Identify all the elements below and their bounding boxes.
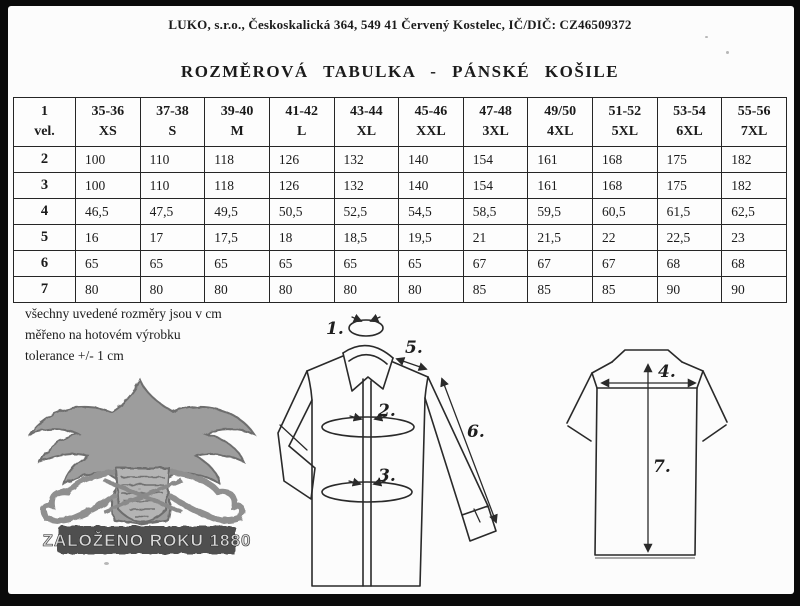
column-header-4xl: 49/50 4XL [528, 98, 593, 147]
row-header: 3 [14, 173, 76, 199]
size-value-cell: 49,5 [205, 199, 270, 225]
company-address-line: LUKO, s.r.o., Českoskalická 364, 549 41 Červený Kostelec, IČ/DIČ: CZ46509372 [168, 17, 632, 32]
size-value-cell: 68 [657, 251, 722, 277]
shirt-body-outline [307, 371, 428, 586]
sleeve-right-outline [425, 377, 496, 541]
measure-label-shoulder: 5. [405, 338, 423, 358]
size-value-cell: 175 [657, 147, 722, 173]
measure-label-neck: 1. [326, 319, 344, 339]
column-header-xxl: 45-46 XXL [399, 98, 464, 147]
scan-speckle [726, 51, 729, 54]
neck-arrow-right [371, 317, 380, 321]
shoulder-line-left [307, 356, 343, 371]
size-value-cell: 80 [334, 277, 399, 303]
column-header-6xl: 53-54 6XL [657, 98, 722, 147]
scan-speckle [705, 36, 708, 38]
size-value-cell: 80 [269, 277, 334, 303]
size-value-cell: 16 [76, 225, 141, 251]
collar-outline [343, 346, 393, 391]
table-row-7 [14, 277, 787, 303]
table-row-4 [14, 199, 787, 225]
back-collar-outline [612, 350, 682, 362]
size-value-cell: 154 [463, 147, 528, 173]
size-value-cell: 23 [722, 225, 787, 251]
size-value-cell: 65 [269, 251, 334, 277]
table-row-2 [14, 147, 787, 173]
size-value-cell: 80 [205, 277, 270, 303]
size-value-cell: 110 [140, 173, 205, 199]
size-value-cell: 60,5 [593, 199, 658, 225]
size-value-cell: 182 [722, 173, 787, 199]
size-value-cell: 58,5 [463, 199, 528, 225]
size-value-cell: 67 [463, 251, 528, 277]
size-value-cell: 182 [722, 147, 787, 173]
row-header: 7 [14, 277, 76, 303]
size-value-cell: 21,5 [528, 225, 593, 251]
size-value-cell: 22,5 [657, 225, 722, 251]
size-value-cell: 67 [528, 251, 593, 277]
size-value-cell: 161 [528, 147, 593, 173]
size-value-cell: 52,5 [334, 199, 399, 225]
size-value-cell: 65 [205, 251, 270, 277]
row-header: 4 [14, 199, 76, 225]
scan-speckle [104, 562, 109, 565]
measure-label-chest: 2. [378, 401, 396, 421]
row-header: 2 [14, 147, 76, 173]
note-line: všechny uvedené rozměry jsou v cm [25, 306, 222, 321]
column-header-xl: 43-44 XL [334, 98, 399, 147]
size-value-cell: 67 [593, 251, 658, 277]
size-value-cell: 168 [593, 173, 658, 199]
size-value-cell: 21 [463, 225, 528, 251]
scan-speckle [138, 488, 141, 490]
eagle-emblem-logo [20, 372, 265, 584]
measure-label-back-width: 4. [658, 362, 676, 382]
size-value-cell: 65 [334, 251, 399, 277]
shirt-front-diagram [270, 300, 532, 592]
size-value-cell: 59,5 [528, 199, 593, 225]
back-body-outline [595, 388, 697, 555]
notes-block [25, 303, 222, 366]
size-value-cell: 175 [657, 173, 722, 199]
size-value-cell: 68 [722, 251, 787, 277]
size-value-cell: 126 [269, 173, 334, 199]
sleeve-measure-arrow [442, 379, 496, 522]
column-header-xs: 35-36 XS [76, 98, 141, 147]
size-value-cell: 161 [528, 173, 593, 199]
size-value-cell: 140 [399, 147, 464, 173]
size-value-cell: 54,5 [399, 199, 464, 225]
back-sleeves-outline [567, 371, 727, 441]
corner-cell-number: 1 [41, 104, 48, 119]
neck-measure-ellipse [349, 320, 383, 336]
waist-measure-ellipse [322, 482, 412, 502]
size-value-cell: 118 [205, 147, 270, 173]
size-table [13, 97, 787, 303]
table-header-row [14, 98, 787, 147]
size-value-cell: 140 [399, 173, 464, 199]
column-header-3xl: 47-48 3XL [463, 98, 528, 147]
size-value-cell: 110 [140, 147, 205, 173]
size-value-cell: 80 [140, 277, 205, 303]
column-header-7xl: 55-56 7XL [722, 98, 787, 147]
logo-caption-text: ZALOŽENO ROKU 1880 [42, 531, 252, 550]
size-value-cell: 61,5 [657, 199, 722, 225]
size-value-cell: 90 [657, 277, 722, 303]
size-value-cell: 85 [463, 277, 528, 303]
shirt-back-diagram [555, 338, 785, 570]
sleeve-left-outline [278, 371, 315, 499]
row-header: 5 [14, 225, 76, 251]
table-row-3 [14, 173, 787, 199]
row-header: 6 [14, 251, 76, 277]
eagle-icon [30, 380, 254, 524]
size-value-cell: 154 [463, 173, 528, 199]
size-value-cell: 22 [593, 225, 658, 251]
logo-banner [43, 526, 252, 554]
size-value-cell: 80 [399, 277, 464, 303]
size-value-cell: 50,5 [269, 199, 334, 225]
shoulder-measure-arrow [397, 359, 426, 369]
size-value-cell: 100 [76, 173, 141, 199]
page-title: ROZMĚROVÁ TABULKA - PÁNSKÉ KOŠILE [180, 62, 620, 81]
size-value-cell: 46,5 [76, 199, 141, 225]
size-value-cell: 132 [334, 173, 399, 199]
size-value-cell: 118 [205, 173, 270, 199]
size-value-cell: 18 [269, 225, 334, 251]
size-value-cell: 47,5 [140, 199, 205, 225]
column-header-m: 39-40 M [205, 98, 270, 147]
note-line: tolerance +/- 1 cm [25, 348, 124, 363]
size-value-cell: 62,5 [722, 199, 787, 225]
size-value-cell: 85 [593, 277, 658, 303]
size-value-cell: 17,5 [205, 225, 270, 251]
size-value-cell: 126 [269, 147, 334, 173]
column-header-s: 37-38 S [140, 98, 205, 147]
size-value-cell: 65 [140, 251, 205, 277]
size-value-cell: 65 [76, 251, 141, 277]
neck-arrow-left [352, 317, 361, 321]
table-row-5 [14, 225, 787, 251]
size-value-cell: 100 [76, 147, 141, 173]
corner-cell [14, 98, 76, 147]
measure-label-back-length: 7. [653, 457, 671, 477]
corner-cell-label: vel. [34, 124, 55, 139]
table-row-6 [14, 251, 787, 277]
measure-label-waist: 3. [378, 466, 396, 486]
column-header-l: 41-42 L [269, 98, 334, 147]
measure-label-sleeve: 6. [467, 422, 485, 442]
size-value-cell: 168 [593, 147, 658, 173]
size-value-cell: 132 [334, 147, 399, 173]
size-value-cell: 85 [528, 277, 593, 303]
size-value-cell: 17 [140, 225, 205, 251]
note-line: měřeno na hotovém výrobku [25, 327, 181, 342]
size-value-cell: 90 [722, 277, 787, 303]
chest-measure-ellipse [322, 417, 414, 437]
size-value-cell: 19,5 [399, 225, 464, 251]
size-value-cell: 18,5 [334, 225, 399, 251]
size-value-cell: 65 [399, 251, 464, 277]
size-value-cell: 80 [76, 277, 141, 303]
column-header-5xl: 51-52 5XL [593, 98, 658, 147]
